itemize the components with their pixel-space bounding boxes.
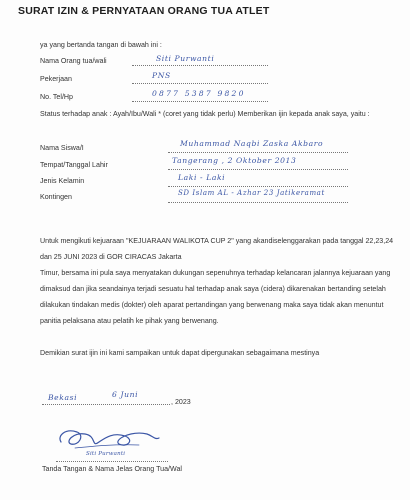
parent-name-value: Siti Purwanti [156, 54, 215, 63]
status-text: Status terhadap anak : Ayah/Ibu/Wali * (coret yang tidak perlu) Memberikan ijin kepada anak saya, yaitu : [40, 110, 370, 118]
date-day-month: 6 Juni [112, 390, 139, 399]
date-year: , 2023 [171, 398, 191, 406]
signature-line [56, 461, 168, 462]
phone-label: No. Tel/Hp [40, 93, 73, 101]
paragraph-statement: Timur, bersama ini pula saya menyatakan dukungan sepenuhnya terhadap kelancaran jalannya kejuaraan yang dimaksud dan jika seandainya terjadi sesuatu hal terhadap anak saya (cidera) dikarenakan bertanding setelah dilakukan tindakan medis (dokter) oleh aparat pertandingan yang berwenang maka saya tidak akan menuntut panitia pelaksana atau pelatih ke pihak yang berwenang. [40, 269, 391, 325]
contingent-line [168, 202, 348, 203]
occupation-label: Pekerjaan [40, 75, 72, 83]
student-name-line [168, 152, 348, 153]
gender-line [168, 186, 348, 187]
gender-value: Laki - Laki [178, 173, 226, 182]
student-name-value: Muhammad Naqbi Zaska Akbaro [180, 139, 324, 148]
birth-label: Tempat/Tanggal Lahir [40, 161, 108, 169]
occupation-line [132, 83, 268, 84]
signer-name: Siti Purwanti [86, 451, 126, 457]
gender-label: Jenis Kelamin [40, 177, 85, 185]
parent-name-line [132, 65, 268, 66]
paragraph-closing: Demikian surat ijin ini kami sampaikan untuk dapat dipergunakan sebagaimana mestinya [40, 349, 320, 357]
document-title: SURAT IZIN & PERNYATAAN ORANG TUA ATLET [18, 5, 270, 17]
contingent-value: SD Islam AL - Azhar 23 Jatikeramat [178, 189, 325, 197]
occupation-value: PNS [152, 71, 171, 80]
phone-line [132, 101, 268, 102]
birth-line [168, 169, 348, 170]
phone-value: 0877 5387 9820 [152, 89, 246, 98]
student-name-label: Nama Siswa/I [40, 144, 84, 152]
contingent-label: Kontingen [40, 193, 72, 201]
date-place: Bekasi [48, 393, 78, 402]
date-line [42, 404, 170, 405]
paragraph-event: Untuk mengikuti kejuaraan "KEJUARAAN WALIKOTA CUP 2" yang akandiselenggarakan pada tanggal 22,23,24 dan 25 JUNI 2023 di GOR CIRACAS Jakarta [40, 237, 394, 261]
birth-value: Tangerang , 2 Oktober 2013 [172, 156, 297, 165]
parent-name-label: Nama Orang tua/wali [40, 57, 107, 65]
signature-caption: Tanda Tangan & Nama Jelas Orang Tua/Wal [42, 465, 182, 473]
intro-text: ya yang bertanda tangan di bawah ini : [40, 41, 162, 49]
